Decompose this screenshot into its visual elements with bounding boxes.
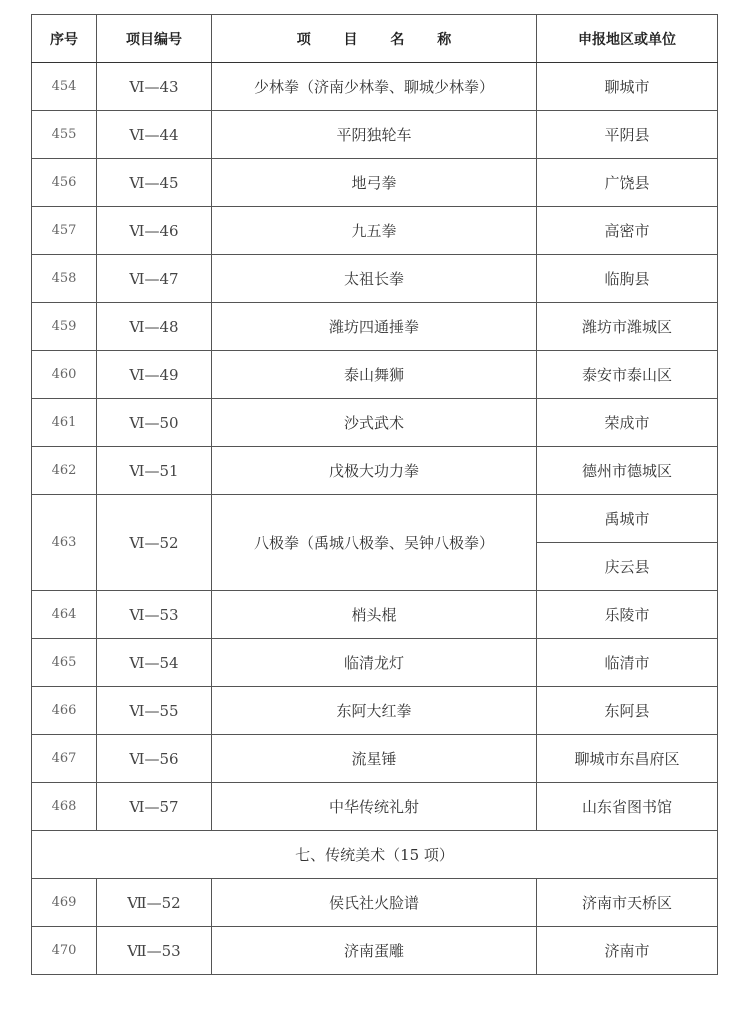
cell-seq: 462: [32, 447, 97, 495]
header-row: [32, 15, 718, 63]
cell-name: 济南蛋雕: [212, 927, 537, 975]
cell-seq: 467: [32, 735, 97, 783]
cell-code: Ⅵ—44: [97, 111, 212, 159]
table-row: [32, 639, 718, 687]
cell-name: 戊极大功力拳: [212, 447, 537, 495]
cell-code: Ⅵ—46: [97, 207, 212, 255]
cell-code: Ⅵ—45: [97, 159, 212, 207]
table-row: [32, 207, 718, 255]
header-region: 申报地区或单位: [537, 15, 718, 63]
table-row: [32, 735, 718, 783]
cell-name: 平阴独轮车: [212, 111, 537, 159]
heritage-project-table: [31, 14, 718, 975]
cell-code: Ⅵ—55: [97, 687, 212, 735]
cell-seq: 469: [32, 879, 97, 927]
header-seq: 序号: [32, 15, 97, 63]
header-code: 项目编号: [97, 15, 212, 63]
cell-seq: 465: [32, 639, 97, 687]
cell-name: 太祖长拳: [212, 255, 537, 303]
cell-code: Ⅵ—56: [97, 735, 212, 783]
cell-region: 高密市: [537, 207, 718, 255]
cell-code: Ⅵ—48: [97, 303, 212, 351]
cell-code: Ⅵ—43: [97, 63, 212, 111]
cell-name: 流星锤: [212, 735, 537, 783]
cell-code: Ⅵ—51: [97, 447, 212, 495]
cell-seq: 468: [32, 783, 97, 831]
table-row-merged: [32, 495, 718, 543]
cell-region: 东阿县: [537, 687, 718, 735]
table-row: [32, 159, 718, 207]
cell-seq: 461: [32, 399, 97, 447]
cell-name: 潍坊四通捶拳: [212, 303, 537, 351]
table-row: [32, 63, 718, 111]
cell-seq: 456: [32, 159, 97, 207]
cell-region: 聊城市东昌府区: [537, 735, 718, 783]
cell-seq: 459: [32, 303, 97, 351]
cell-seq: 454: [32, 63, 97, 111]
cell-seq: 457: [32, 207, 97, 255]
table-row: [32, 687, 718, 735]
cell-code: Ⅵ—54: [97, 639, 212, 687]
cell-region: 平阴县: [537, 111, 718, 159]
cell-seq: 470: [32, 927, 97, 975]
cell-region: 荣成市: [537, 399, 718, 447]
cell-code: Ⅵ—49: [97, 351, 212, 399]
cell-seq: 463: [32, 495, 97, 591]
cell-name: 梢头棍: [212, 591, 537, 639]
table-row: [32, 303, 718, 351]
cell-code: Ⅵ—57: [97, 783, 212, 831]
cell-name: 侯氏社火脸谱: [212, 879, 537, 927]
cell-code: Ⅶ—53: [97, 927, 212, 975]
cell-region: 乐陵市: [537, 591, 718, 639]
cell-code: Ⅵ—50: [97, 399, 212, 447]
cell-name: 九五拳: [212, 207, 537, 255]
cell-code: Ⅵ—53: [97, 591, 212, 639]
cell-name: 临清龙灯: [212, 639, 537, 687]
table-row: [32, 399, 718, 447]
cell-region: 济南市天桥区: [537, 879, 718, 927]
cell-region: 临朐县: [537, 255, 718, 303]
header-name: 项 目 名 称: [212, 15, 537, 63]
cell-name: 地弓拳: [212, 159, 537, 207]
cell-region: 潍坊市潍城区: [537, 303, 718, 351]
cell-region: 德州市德城区: [537, 447, 718, 495]
cell-region: 禹城市: [537, 495, 718, 543]
cell-name: 泰山舞狮: [212, 351, 537, 399]
cell-seq: 464: [32, 591, 97, 639]
cell-region: 庆云县: [537, 543, 718, 591]
table-row: [32, 879, 718, 927]
cell-name: 八极拳（禹城八极拳、吴钟八极拳）: [212, 495, 537, 591]
table-row: [32, 591, 718, 639]
table-row: [32, 927, 718, 975]
cell-region: 济南市: [537, 927, 718, 975]
cell-name: 沙式武术: [212, 399, 537, 447]
cell-seq: 458: [32, 255, 97, 303]
cell-region: 山东省图书馆: [537, 783, 718, 831]
cell-region: 泰安市泰山区: [537, 351, 718, 399]
cell-name: 少林拳（济南少林拳、聊城少林拳）: [212, 63, 537, 111]
cell-code: Ⅶ—52: [97, 879, 212, 927]
cell-code: Ⅵ—47: [97, 255, 212, 303]
table-row: [32, 351, 718, 399]
table-row: [32, 447, 718, 495]
table-row: [32, 111, 718, 159]
cell-region: 广饶县: [537, 159, 718, 207]
cell-name: 东阿大红拳: [212, 687, 537, 735]
heritage-table-container: [31, 14, 717, 975]
cell-seq: 466: [32, 687, 97, 735]
cell-region: 聊城市: [537, 63, 718, 111]
cell-code: Ⅵ—52: [97, 495, 212, 591]
section-row: [32, 831, 718, 879]
table-row: [32, 255, 718, 303]
cell-name: 中华传统礼射: [212, 783, 537, 831]
section-heading: 七、传统美术（15 项）: [32, 831, 718, 879]
table-row: [32, 783, 718, 831]
cell-seq: 455: [32, 111, 97, 159]
cell-seq: 460: [32, 351, 97, 399]
cell-region: 临清市: [537, 639, 718, 687]
